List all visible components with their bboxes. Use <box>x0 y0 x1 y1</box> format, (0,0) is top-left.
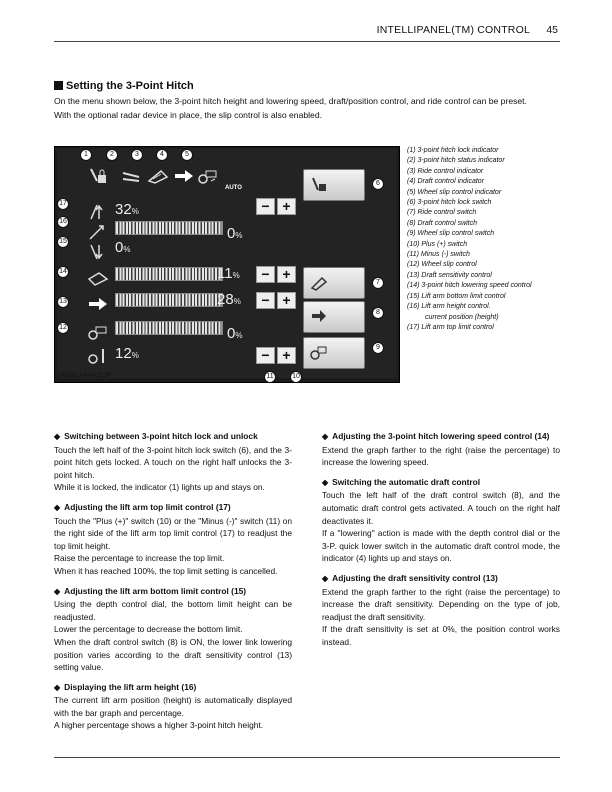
hitch-status-icon <box>121 167 143 185</box>
intro-paragraph: With the optional radar device in place, the slip control is also enabled. <box>54 109 322 120</box>
legend-item: (10) Plus (+) switch <box>407 240 468 248</box>
subsection-title: ◆ Adjusting the 3-point hitch lowering speed control (14) <box>322 431 550 441</box>
lowering-speed-bar[interactable] <box>115 267 223 281</box>
draft-sensitivity-bar[interactable] <box>115 293 223 307</box>
paragraph: If a "lowering" action is made with the depth control dial or the 3-P. quick lower switch in the automatic draft control mode, the indicator (4) lights up and stays on. <box>322 528 560 564</box>
right-column <box>322 430 560 649</box>
callout-8: 8 <box>372 307 384 319</box>
wheel-slip-switch[interactable] <box>303 337 365 369</box>
callout-2: 2 <box>106 149 118 161</box>
subsection-title: ◆ Adjusting the lift arm top limit control (17) <box>54 501 231 512</box>
lift-arm-height-bar <box>115 221 223 235</box>
draft-control-icon <box>173 167 195 185</box>
lift-arm-height-icon <box>87 223 109 241</box>
intro-text <box>54 95 560 122</box>
draft-readout: 11% <box>217 265 240 282</box>
callout-15: 15 <box>57 236 69 248</box>
wheel-slip-icon <box>197 167 219 185</box>
subsection-title: ◆ Adjusting the draft sensitivity control (13) <box>322 572 498 583</box>
paragraph: Extend the graph farther to the right (raise the percentage) to increase the lowering speed. <box>322 444 560 468</box>
legend-item: current position (height) <box>425 313 499 321</box>
wheel-slip-bar[interactable] <box>115 321 223 335</box>
callout-13: 13 <box>57 296 69 308</box>
draft-control-switch[interactable] <box>303 301 365 333</box>
page-header <box>54 18 560 42</box>
paragraph: Using the depth control dial, the bottom limit height can be readjusted. <box>54 599 292 622</box>
draft-sensitivity-icon <box>87 295 109 313</box>
callout-6: 6 <box>372 178 384 190</box>
callout-11: 11 <box>264 371 276 383</box>
callout-7: 7 <box>372 277 384 289</box>
square-bullet-icon <box>54 81 63 90</box>
callout-5: 5 <box>181 149 193 161</box>
subsection-title: ◆ Switching the automatic draft control <box>322 476 481 487</box>
paragraph: Touch the left half of the draft control switch (8), and the automatic draft control gets activated. A touch on the right half deactivates it. <box>322 490 560 526</box>
tractor-height-icon <box>87 347 109 365</box>
minus-button[interactable]: − <box>256 292 275 309</box>
lock-icon <box>310 176 328 194</box>
diamond-bullet-icon: ◆ <box>322 432 329 441</box>
legend-item: (5) Wheel slip control indicator <box>407 188 502 196</box>
legend-item: (16) Lift arm height control. <box>407 303 491 311</box>
diamond-bullet-icon: ◆ <box>322 477 329 487</box>
left-column <box>54 430 292 732</box>
paragraph: Extend the graph farther to the right (raise the percentage) to increase the draft sensitivity. Depending on the type of job, readjust the draft sensitivity. <box>322 586 560 622</box>
legend-item: (14) 3-point hitch lowering speed control <box>407 282 532 290</box>
paragraph: When the draft control switch (8) is ON, the lower link lowering position varies according to the draft sensitivity control (13) setting value. <box>54 636 292 673</box>
legend-item: (13) Draft sensitivity control <box>407 271 492 279</box>
ride-control-icon <box>310 274 328 292</box>
callout-1: 1 <box>80 149 92 161</box>
callout-16: 16 <box>57 216 69 228</box>
paragraph: If the draft sensitivity is set at 0%, the position control works instead. <box>322 624 560 647</box>
figure-caption: 1AGBCAAAP153F <box>57 372 112 379</box>
arrow-down-icon <box>87 243 109 261</box>
paragraph: Touch the "Plus (+)" switch (10) or the "Minus (-)" switch (11) on the right side of the lift arm top limit control (17) to readjust the top limit height. <box>54 515 292 551</box>
callout-3: 3 <box>131 149 143 161</box>
paragraph: The current lift arm position (height) is automatically displayed with the bar graph and percentage. <box>54 695 292 718</box>
callout-12: 12 <box>57 322 69 334</box>
plus-button[interactable]: + <box>277 347 296 364</box>
paragraph: A higher percentage shows a higher 3-point hitch height. <box>54 720 264 731</box>
lowering-speed-icon <box>87 269 109 287</box>
plus-button[interactable]: + <box>277 198 296 215</box>
top-limit-readout: 32% <box>115 201 139 218</box>
subsection-title: ◆ Displaying the lift arm height (16) <box>54 681 197 692</box>
page-number: 45 <box>546 24 558 36</box>
minus-button[interactable]: − <box>256 266 275 283</box>
footer-rule <box>54 757 560 758</box>
plus-button[interactable]: + <box>277 292 296 309</box>
intellipanel-screen-figure <box>54 146 400 383</box>
subsection-title: ◆ Adjusting the lift arm bottom limit control (15) <box>54 585 247 596</box>
legend-item: (3) Ride control indicator <box>407 167 484 175</box>
paragraph: Raise the percentage to increase the top limit. <box>54 553 225 564</box>
callout-17: 17 <box>57 198 69 210</box>
height-readout: 12% <box>115 345 139 362</box>
callout-4: 4 <box>156 149 168 161</box>
paragraph: When it has reached 100%, the top limit setting is cancelled. <box>54 565 278 576</box>
legend-item: (4) Draft control indicator <box>407 178 485 186</box>
diamond-bullet-icon: ◆ <box>54 502 61 512</box>
legend-item: (15) Lift arm bottom limit control <box>407 292 506 300</box>
diamond-bullet-icon: ◆ <box>322 573 329 583</box>
lowering-readout: 28% <box>217 291 241 308</box>
paragraph: Lower the percentage to decrease the bottom limit. <box>54 624 243 635</box>
diamond-bullet-icon: ◆ <box>54 586 61 596</box>
screen-display <box>57 149 397 378</box>
auto-label: AUTO <box>225 185 242 191</box>
legend-item: (9) Wheel slip control switch <box>407 230 495 238</box>
intro-paragraph: On the menu shown below, the 3-point hitch height and lowering speed, draft/position control, and ride control can be preset. <box>54 96 527 106</box>
minus-button[interactable]: − <box>256 198 275 215</box>
diamond-bullet-icon: ◆ <box>54 682 61 692</box>
callout-9: 9 <box>372 342 384 354</box>
callout-14: 14 <box>57 266 69 278</box>
ride-control-switch[interactable] <box>303 267 365 299</box>
diamond-bullet-icon: ◆ <box>54 432 61 441</box>
legend-item: (17) Lift arm top limit control <box>407 323 494 331</box>
wheel-slip-icon <box>310 344 328 362</box>
legend-item: (6) 3-point hitch lock switch <box>407 199 492 207</box>
arrow-up-icon <box>87 203 109 221</box>
slip-readout: 0% <box>227 325 243 342</box>
zero-readout: 0% <box>227 225 243 242</box>
lock-icon <box>87 167 109 185</box>
legend-item: (12) Wheel slip control <box>407 261 477 269</box>
plus-button[interactable]: + <box>277 266 296 283</box>
paragraph: While it is locked, the indicator (1) lights up and stays on. <box>54 482 265 493</box>
ride-control-icon <box>147 167 169 185</box>
bottom-limit-readout: 0% <box>115 239 131 256</box>
legend-item: (11) Minus (-) switch <box>407 251 470 259</box>
paragraph: Touch the left half of the 3-point hitch lock switch (6), and the 3-point hitch gets locked. A touch on the right half unlocks the 3-point hitch. <box>54 444 292 480</box>
callout-10: 10 <box>290 371 302 383</box>
legend-item: (1) 3-point hitch lock indicator <box>407 147 499 154</box>
running-title: INTELLIPANEL(TM) CONTROL <box>376 24 530 36</box>
legend-item: (7) Ride control switch <box>407 209 477 217</box>
draft-control-icon <box>310 308 328 326</box>
wheel-slip-icon <box>87 323 109 341</box>
minus-button[interactable]: − <box>256 347 275 364</box>
section-title: Setting the 3-Point Hitch <box>54 80 194 92</box>
legend-item: (2) 3-point hitch status indicator <box>407 157 505 165</box>
subsection-title: ◆ Switching between 3-point hitch lock and unlock <box>54 431 258 441</box>
hitch-lock-switch[interactable] <box>303 169 365 201</box>
legend-item: (8) Draft control switch <box>407 219 478 227</box>
figure-legend <box>407 146 567 333</box>
